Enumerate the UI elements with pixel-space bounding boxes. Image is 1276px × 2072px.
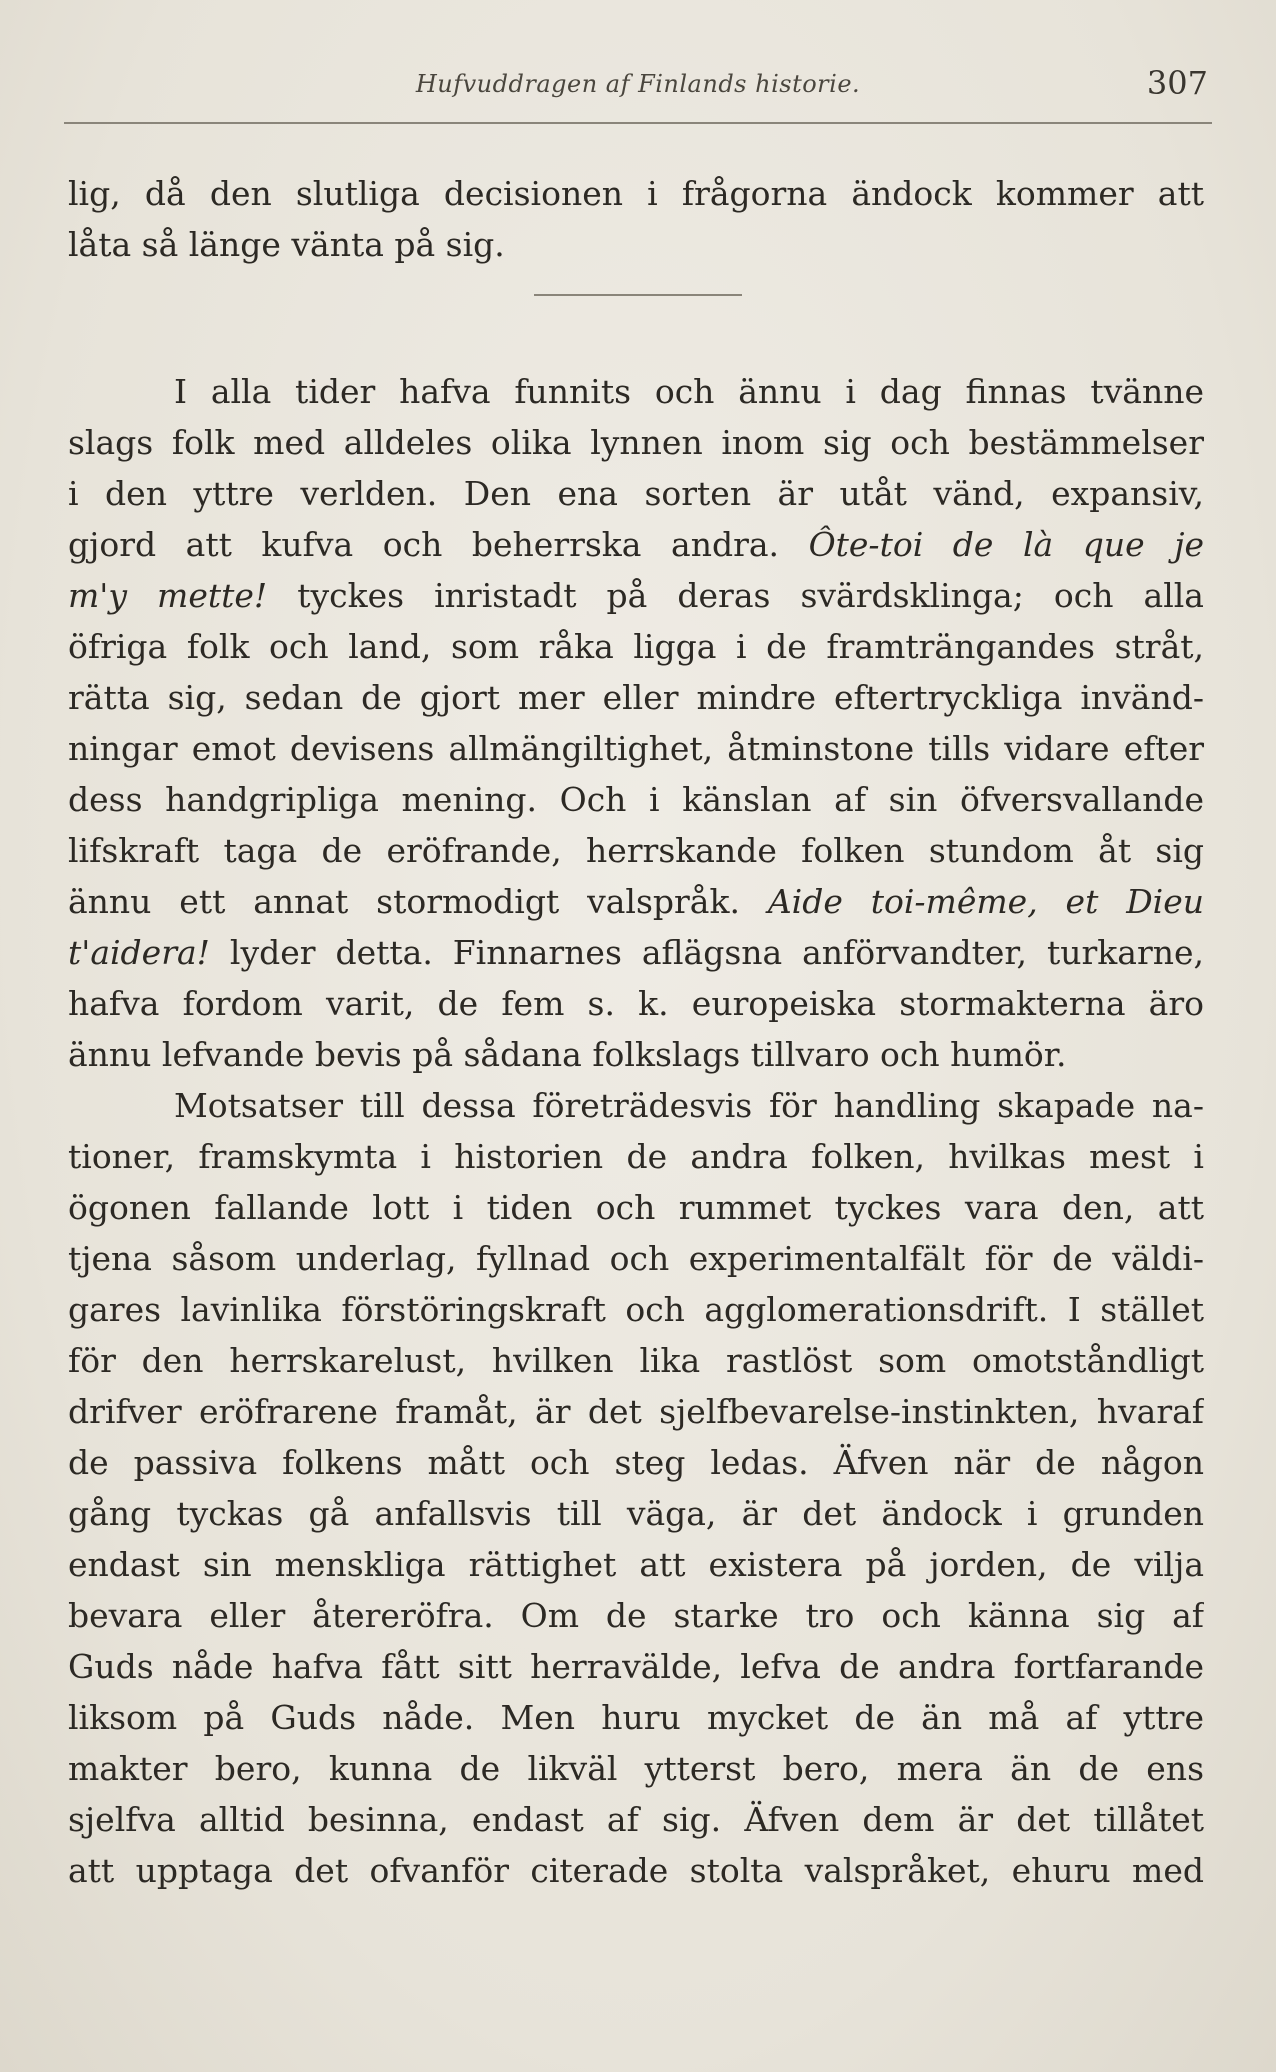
text-line: de passiva folkens mått och steg ledas. Äfven när de någon bbox=[68, 1443, 1204, 1482]
paragraph bbox=[68, 1080, 1204, 1896]
text-line: ögonen fallande lott i tiden och rummet tyckes vara den, att bbox=[68, 1188, 1204, 1227]
text-line: slags folk med alldeles olika lynnen inom sig och bestämmelser bbox=[68, 423, 1204, 462]
text-line bbox=[68, 519, 1204, 570]
paragraph-continuation bbox=[68, 168, 1204, 270]
text-line: Motsatser till dessa företrädesvis för handling skapade na- bbox=[174, 1086, 1204, 1125]
text-line: bevara eller återeröfra. Om de starke tro och känna sig af bbox=[68, 1596, 1204, 1635]
text-line: tioner, framskymta i historien de andra folken, hvilkas mest i bbox=[68, 1137, 1204, 1176]
paragraph bbox=[68, 366, 1204, 1080]
text-run: tyckes inristadt på deras svärdsklinga; och alla bbox=[267, 576, 1204, 615]
text-line: makter bero, kunna de likväl ytterst bero, mera än de ens bbox=[68, 1749, 1204, 1788]
text-line: hafva fordom varit, de fem s. k. europeiska stormakterna äro bbox=[68, 984, 1204, 1023]
text-run: lyder detta. Finnarnes aflägsna anförvandter, turkarne, bbox=[209, 933, 1204, 972]
italic-quote: t'aidera! bbox=[68, 933, 210, 972]
text-line: Guds nåde hafva fått sitt herravälde, lefva de andra fortfarande bbox=[68, 1647, 1204, 1686]
page-number: 307 bbox=[1146, 64, 1208, 102]
text-line: drifver eröfrarene framåt, är det sjelfbevarelse-instinkten, hvaraf bbox=[68, 1392, 1204, 1431]
text-line: i den yttre verlden. Den ena sorten är utåt vänd, expansiv, bbox=[68, 474, 1204, 513]
text-line: för den herrskarelust, hvilken lika rastlöst som omotståndligt bbox=[68, 1341, 1204, 1380]
text-run: gjord att kufva och beherrska andra. bbox=[68, 525, 809, 564]
text-line: lifskraft taga de eröfrande, herrskande folken stundom åt sig bbox=[68, 831, 1204, 870]
text-line bbox=[68, 876, 1204, 927]
text-line: liksom på Guds nåde. Men huru mycket de än må af yttre bbox=[68, 1698, 1204, 1737]
text-line: lig, då den slutliga decisionen i frågorna ändock kommer att bbox=[68, 174, 1204, 213]
text-line: gång tyckas gå anfallsvis till väga, är det ändock i grunden bbox=[68, 1494, 1204, 1533]
text-line bbox=[68, 927, 1204, 978]
text-line: gares lavinlika förstöringskraft och agglomerationsdrift. I stället bbox=[68, 1290, 1204, 1329]
page-header bbox=[68, 62, 1208, 112]
text-line: dess handgripliga mening. Och i känslan af sin öfversvallande bbox=[68, 780, 1204, 819]
text-line: sjelfva alltid besinna, endast af sig. Äfven dem är det tillåtet bbox=[68, 1800, 1204, 1839]
italic-quote: m'y mette! bbox=[68, 576, 268, 615]
italic-quote: Aide toi-même, et Dieu bbox=[767, 882, 1204, 921]
text-line: öfriga folk och land, som råka ligga i de framträngandes stråt, bbox=[68, 627, 1204, 666]
text-line: tjena såsom underlag, fyllnad och experimentalfält för de väldi- bbox=[68, 1239, 1204, 1278]
body-text bbox=[68, 168, 1204, 1896]
header-rule bbox=[64, 122, 1212, 124]
italic-quote: Ôte-toi de là que je bbox=[808, 525, 1204, 564]
text-line: I alla tider hafva funnits och ännu i dag finnas tvänne bbox=[174, 372, 1204, 411]
text-run: ännu ett annat stormodigt valspråk. bbox=[68, 882, 768, 921]
text-line: att upptaga det ofvanför citerade stolta valspråket, ehuru med bbox=[68, 1851, 1204, 1890]
text-line: endast sin menskliga rättighet att existera på jorden, de vilja bbox=[68, 1545, 1204, 1584]
running-head: Hufvuddragen af Finlands historie. bbox=[415, 70, 861, 98]
text-line bbox=[68, 570, 1204, 621]
section-divider bbox=[68, 270, 1204, 366]
text-line: rätta sig, sedan de gjort mer eller mindre eftertryckliga invänd- bbox=[68, 678, 1204, 717]
text-line: låta så länge vänta på sig. bbox=[68, 225, 505, 264]
text-line: ningar emot devisens allmängiltighet, åtminstone tills vidare efter bbox=[68, 729, 1204, 768]
text-line: ännu lefvande bevis på sådana folkslags tillvaro och humör. bbox=[68, 1035, 1067, 1074]
